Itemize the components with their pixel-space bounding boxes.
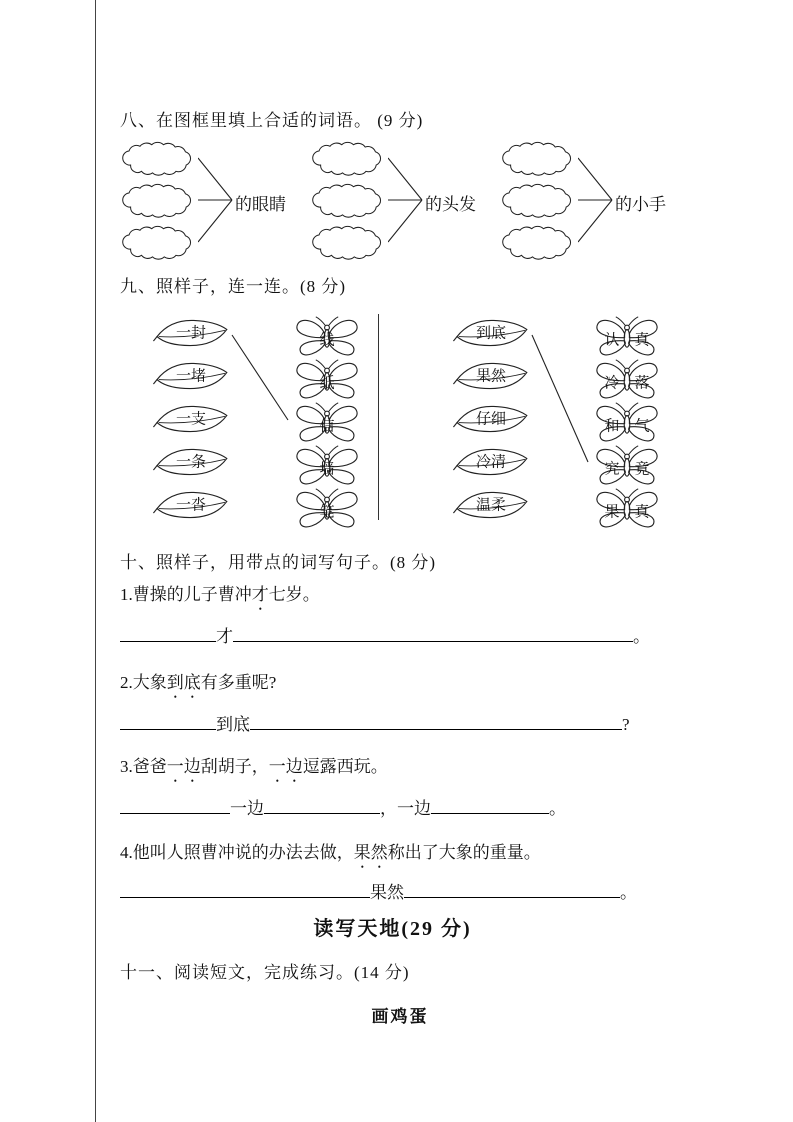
leaf-item — [450, 359, 532, 393]
butterfly-word: 认真 — [604, 332, 665, 349]
butterfly-item — [590, 355, 664, 403]
answer-line-4 — [120, 878, 637, 903]
example-sentence-4 — [120, 838, 541, 872]
blank-underline — [120, 625, 216, 642]
cloud-shape — [308, 140, 388, 176]
blank-underline — [120, 713, 216, 730]
converging-lines — [198, 140, 234, 260]
emphasized-word: 一边 — [268, 757, 303, 776]
answer-line-3 — [120, 794, 566, 819]
butterfly-item — [590, 398, 664, 446]
butterfly-item — [290, 441, 364, 489]
butterfly-item — [290, 484, 364, 532]
sentence-segment: 七岁。 — [268, 585, 320, 604]
butterfly-word: 信 — [319, 418, 350, 435]
left-margin-line — [95, 0, 96, 1122]
sentence-segment: 3.爸爸 — [120, 757, 167, 776]
cloud-shape — [498, 182, 578, 218]
answer-line-1 — [120, 622, 650, 647]
blank-punctuation: 。 — [549, 799, 566, 818]
cloud-diagram-row — [118, 140, 674, 260]
cloud-group-label: 的头发 — [425, 195, 476, 214]
leaf-word: 一堵 — [175, 368, 206, 385]
answer-line-2 — [120, 710, 630, 735]
blank-punctuation: 。 — [633, 627, 650, 646]
section10-heading: 十、照样子，用带点的词写句子。(8 分) — [120, 553, 437, 572]
cloud-group-label: 的眼睛 — [235, 195, 286, 214]
reading-section-header: 读写天地(29 分) — [313, 918, 472, 940]
matching-exercise — [120, 312, 700, 536]
cloud-shape — [118, 224, 198, 260]
cloud-shape — [498, 140, 578, 176]
section8-heading: 八、在图框里填上合适的词语。 (9 分) — [120, 111, 424, 130]
leaf-item — [150, 445, 232, 479]
cloud-shape — [308, 224, 388, 260]
sentence-segment: 逗露西玩。 — [302, 757, 388, 776]
blank-keyword: 才 — [216, 627, 233, 646]
blank-keyword: 一边 — [230, 799, 264, 818]
butterfly-word: 墙 — [319, 461, 350, 478]
cloud-group-hair — [308, 140, 484, 260]
leaf-word: 仔细 — [475, 411, 506, 428]
section9-heading: 九、照样子，连一连。(8 分) — [120, 277, 347, 296]
leaf-word: 一条 — [175, 454, 206, 471]
blank-underline — [404, 881, 620, 898]
butterfly-word: 冷落 — [604, 375, 665, 392]
cloud-shape — [118, 140, 198, 176]
butterfly-item — [290, 398, 364, 446]
matching-left-half — [120, 312, 400, 536]
blank-keyword: 到底 — [216, 715, 250, 734]
leaf-word: 一沓 — [175, 497, 206, 514]
blank-keyword: ，一边 — [380, 799, 431, 818]
matching-right-half — [420, 312, 700, 536]
butterfly-word: 和气 — [604, 418, 665, 435]
emphasized-word: 到底 — [166, 673, 201, 692]
butterfly-item — [590, 484, 664, 532]
sentence-segment: 2.大象 — [120, 673, 167, 692]
passage-title: 画鸡蛋 — [371, 1007, 429, 1026]
cloud-shape — [118, 182, 198, 218]
sentence-segment: 有多重呢? — [200, 673, 277, 692]
butterfly-item — [290, 312, 364, 360]
leaf-word: 一支 — [175, 411, 206, 428]
leaf-item — [450, 445, 532, 479]
leaf-word: 果然 — [475, 368, 506, 385]
leaf-item — [150, 402, 232, 436]
leaf-item — [150, 316, 232, 350]
cloud-shape — [498, 224, 578, 260]
leaf-word: 温柔 — [475, 497, 506, 514]
leaf-word: 一封 — [175, 325, 206, 342]
butterfly-word: 纸 — [319, 375, 350, 392]
leaf-item — [450, 402, 532, 436]
blank-punctuation: ? — [622, 715, 630, 734]
example-sentence-3 — [120, 752, 388, 786]
cloud-group-label: 的小手 — [615, 195, 666, 214]
sentence-segment: 刮胡子， — [200, 757, 269, 776]
emphasized-word: 果然 — [353, 843, 388, 862]
converging-lines — [578, 140, 614, 260]
butterfly-item — [290, 355, 364, 403]
blank-keyword: 果然 — [370, 883, 404, 902]
sentence-segment: 4.他叫人照曹冲说的办法去做， — [120, 843, 354, 862]
leaf-item — [450, 488, 532, 522]
sentence-segment: 称出了大象的重量。 — [387, 843, 541, 862]
blank-punctuation: 。 — [620, 883, 637, 902]
butterfly-word: 笔 — [319, 504, 350, 521]
blank-underline — [120, 797, 230, 814]
butterfly-word: 线 — [319, 332, 350, 349]
emphasized-word: 一边 — [166, 757, 201, 776]
section11-heading: 十一、阅读短文，完成练习。(14 分) — [120, 963, 410, 982]
blank-underline — [233, 625, 633, 642]
cloud-shape — [308, 182, 388, 218]
butterfly-word: 果真 — [604, 504, 665, 521]
leaf-item — [450, 316, 532, 350]
example-sentence-2 — [120, 668, 276, 702]
butterfly-word: 究竟 — [604, 461, 665, 478]
blank-underline — [431, 797, 549, 814]
blank-underline — [120, 881, 370, 898]
leaf-word: 冷清 — [475, 454, 506, 471]
leaf-item — [150, 488, 232, 522]
cloud-group-hands — [498, 140, 674, 260]
converging-lines — [388, 140, 424, 260]
leaf-item — [150, 359, 232, 393]
blank-underline — [250, 713, 622, 730]
leaf-word: 到底 — [475, 325, 506, 342]
sentence-segment: 1.曹操的儿子曹冲 — [120, 585, 252, 604]
butterfly-item — [590, 312, 664, 360]
example-sentence-1 — [120, 580, 320, 614]
cloud-group-eyes — [118, 140, 294, 260]
blank-underline — [264, 797, 380, 814]
emphasized-word: 才 — [251, 585, 269, 604]
butterfly-item — [590, 441, 664, 489]
